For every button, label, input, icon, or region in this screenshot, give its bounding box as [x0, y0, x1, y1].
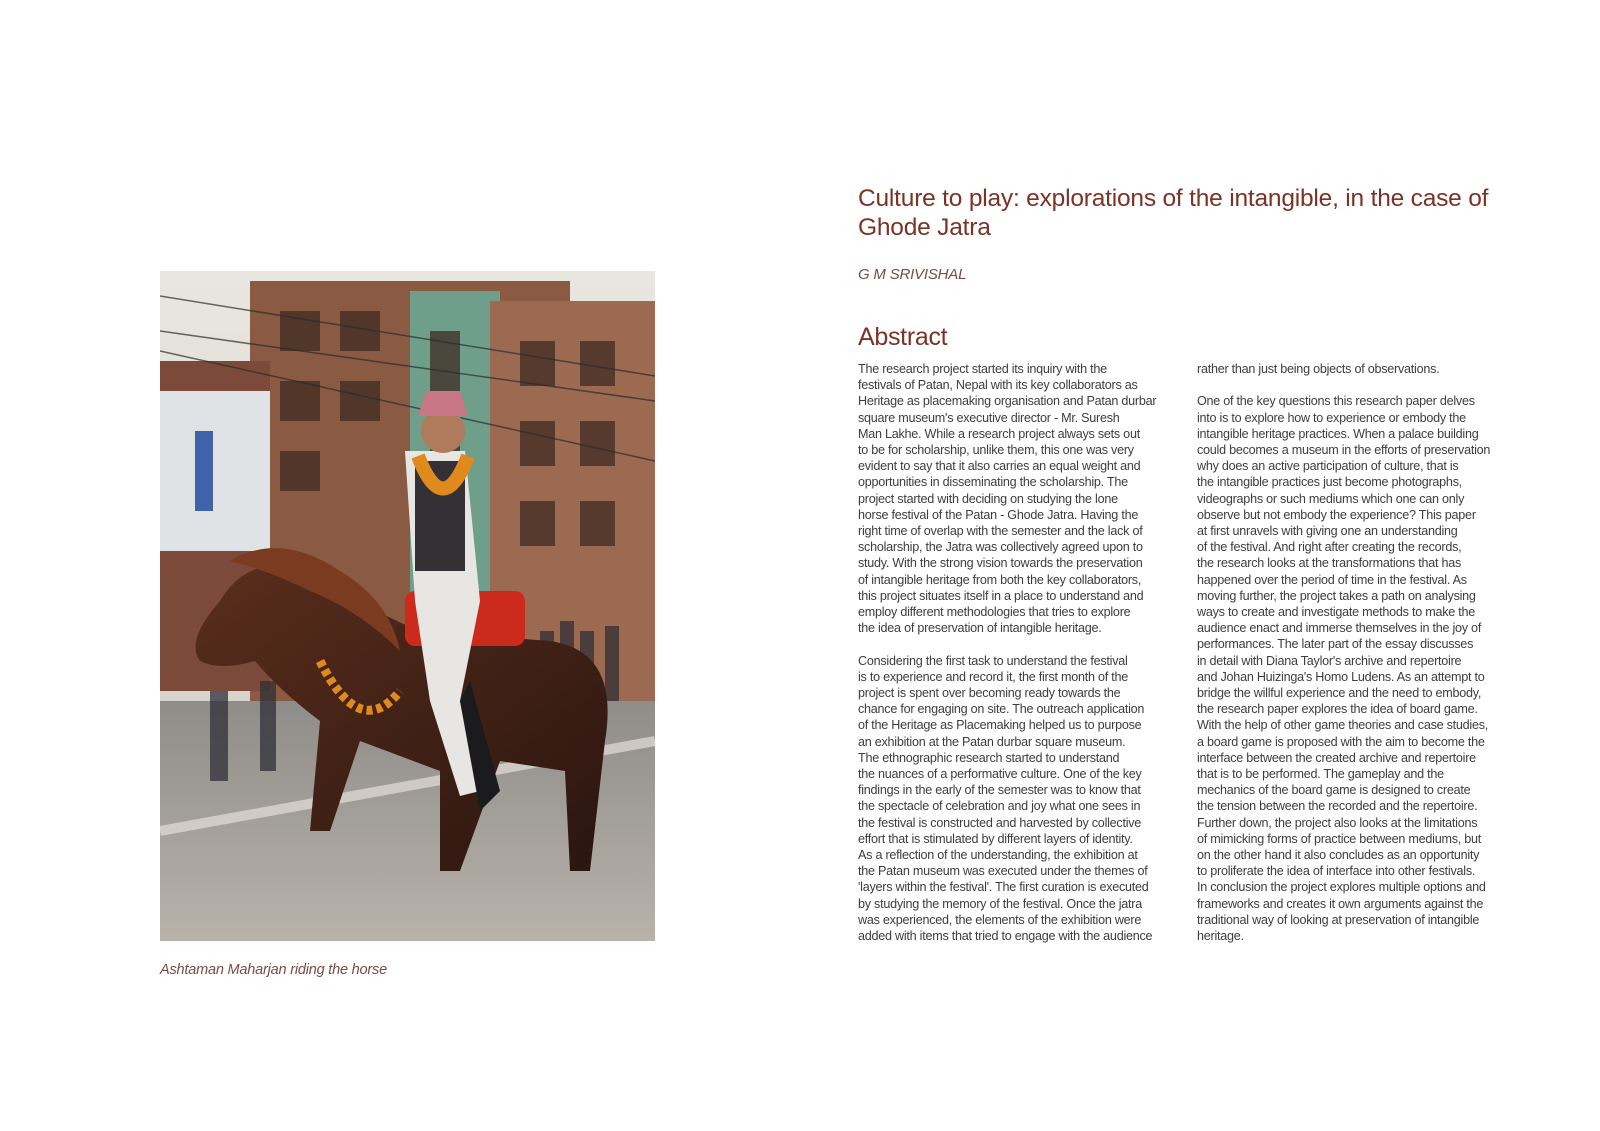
abstract-paragraph: rather than just being objects of observations. [1197, 362, 1440, 376]
abstract-column-right [1197, 361, 1512, 944]
abstract-column-left [858, 361, 1173, 944]
author-name: G M SRIVISHAL [858, 266, 967, 283]
article-title: Culture to play: explorations of the intangible, in the case of Ghode Jatra [858, 185, 1489, 241]
abstract-heading: Abstract [858, 323, 948, 351]
abstract-paragraph: The research project started its inquiry with the festivals of Patan, Nepal with its key collaborators as Heritage as placemaking organisation and Patan durbar square museum's executive director - Mr. Suresh Man Lakhe. While a research project always sets out to be for scholarship, unlike them, this one was very evident to say that it also carries an equal weight and opportunities in disseminating the scholarship. The project started with deciding on studying the lone horse festival of the Patan - Ghode Jatra. Having the right time of overlap with the semester and the lack of scholarship, the Jatra was collectively agreed upon to study. With the strong vision towards the preservation of intangible heritage from both the key collaborators, this project situates itself in a place to understand and employ different methodologies that tries to explore the idea of preservation of intangible heritage. [858, 362, 1157, 636]
photo-illustration [160, 271, 655, 941]
photo-caption: Ashtaman Maharjan riding the horse [160, 962, 387, 978]
abstract-paragraph: Considering the first task to understand the festival is to experience and record it, the first month of the project is spent over becoming ready towards the chance for engaging on site. The outreach application of the Heritage as Placemaking helped us to purpose an exhibition at the Patan durbar square museum. The ethnographic research started to understand the nuances of a performative culture. One of the key findings in the early of the semester was to know that the spectacle of celebration and joy what one sees in the festival is constructed and harvested by collective effort that is stimulated by different layers of identity. As a reflection of the understanding, the exhibition at the Patan museum was executed under the themes of 'layers within the festival'. The first curation is executed by studying the memory of the festival. Once the jatra was experienced, the elements of the exhibition were added with items that tried to engage with the audience [858, 653, 1153, 944]
photo-man-riding-horse [160, 271, 655, 941]
abstract-paragraph: One of the key questions this research paper delves into is to explore how to experience or embody the intangible heritage practices. When a palace building could becomes a museum in the efforts of preservation why does an active participation of culture, that is the intangible practices just become photographs, videographs or such mediums which one can only observe but not embody the experience? This paper at first unravels with giving one an understanding of the festival. And right after creating the records, the research looks at the transformations that has happened over the period of time in the festival. As moving further, the project takes a path on analysing ways to create and investigate methods to make the audience enact and immerse themselves in the joy of performances. The later part of the essay discusses in detail with Diana Taylor's archive and repertoire and Johan Huizinga's Homo Ludens. As an attempt to bridge the willful experience and the need to embody, the research paper explores the idea of board game. With the help of other game theories and case studies, a board game is proposed with the aim to become the interface between the created archive and repertoire that is to be performed. The gameplay and the mechanics of the board game is designed to create the tension between the recorded and the repertoire. Further down, the project also looks at the limitations of mimicking forms of practice between mediums, but on the other hand it also concludes as an opportunity to proliferate the idea of interface into other festivals. In conclusion the project explores multiple options and frameworks and creates it own arguments against the traditional way of looking at preservation of intangible heritage. [1197, 394, 1491, 944]
